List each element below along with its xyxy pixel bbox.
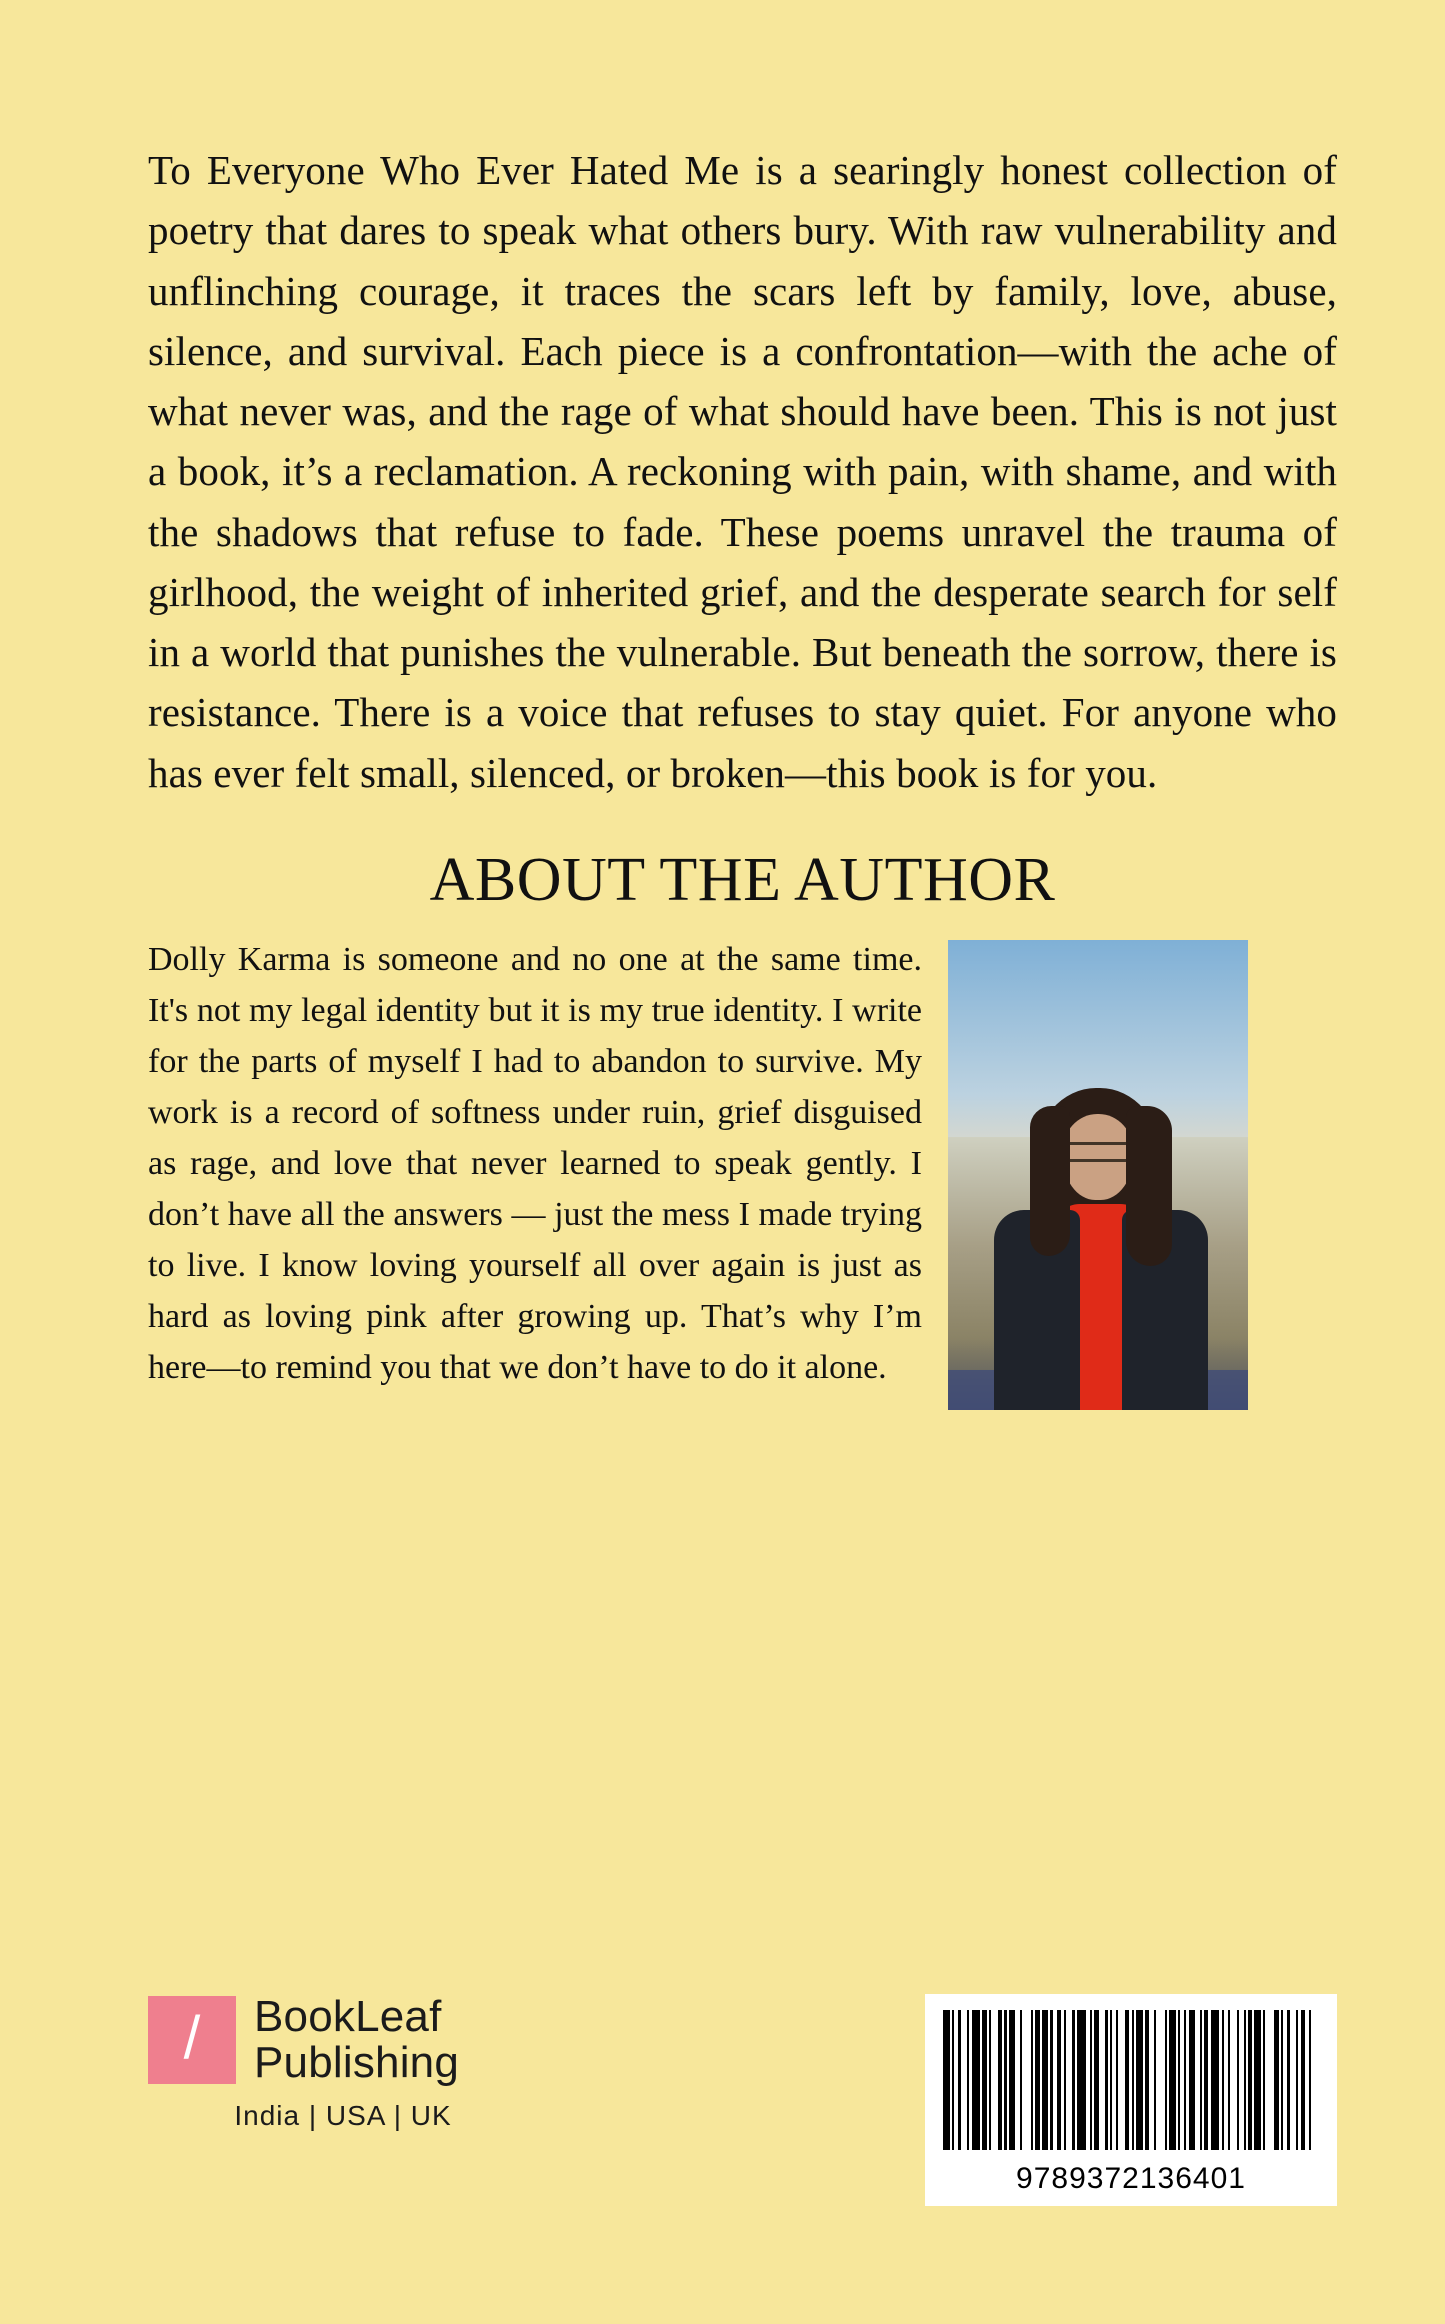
book-blurb: To Everyone Who Ever Hated Me is a searingly honest collection of poetry that dares to speak what others bury. With raw vulnerability and unflinching courage, it traces the scars left by family, love, abuse, silence, and survival. Each piece is a confrontation—with the ache of what never was, and the rage of what should have been. This is not just a book, it’s a reclamation. A reckoning with pain, with shame, and with the shadows that refuse to fade. These poems unravel the trauma of girlhood, the weight of inherited grief, and the desperate search for self in a world that punishes the vulnerable. But beneath the sorrow, there is resistance. There is a voice that refuses to stay quiet. For anyone who has ever felt small, silenced, or broken—this book is for you.	[148, 147, 1337, 796]
author-portrait-photo	[948, 940, 1248, 1410]
publisher-logo	[148, 1994, 538, 2132]
person-hair-left	[1030, 1106, 1070, 1256]
person-hair-right	[1126, 1106, 1172, 1266]
barcode-bars	[943, 2010, 1319, 2150]
isbn-barcode	[925, 1994, 1337, 2206]
publisher-name	[254, 1994, 459, 2086]
publisher-name-line2: Publishing	[254, 2038, 460, 2088]
glasses-icon	[1066, 1142, 1130, 1162]
publisher-regions: India | USA | UK	[234, 2100, 452, 2132]
slash-glyph: /	[183, 2004, 201, 2072]
publisher-logo-row	[148, 1994, 538, 2086]
author-section	[148, 934, 1337, 1410]
photo-person	[986, 1080, 1211, 1410]
author-bio: Dolly Karma is someone and no one at the same time. It's not my legal identity but it is my true identity. I write for the parts of myself I had to abandon to survive. My work is a record of softness under ruin, grief disguised as rage, and love that never learned to speak gently. I don’t have all the answers — just the mess I made trying to live. I know loving yourself all over again is just as hard as loving pink after growing up. That’s why I’m here—to remind you that we don’t have to do it alone.	[148, 940, 922, 1386]
about-the-author-heading: ABOUT THE AUTHOR	[429, 845, 1056, 914]
cover-footer	[148, 1994, 1337, 2206]
isbn-number: 9789372136401	[1016, 2162, 1246, 2195]
slash-logo-icon	[148, 1996, 236, 2084]
publisher-name-line1: BookLeaf	[254, 1992, 442, 2041]
